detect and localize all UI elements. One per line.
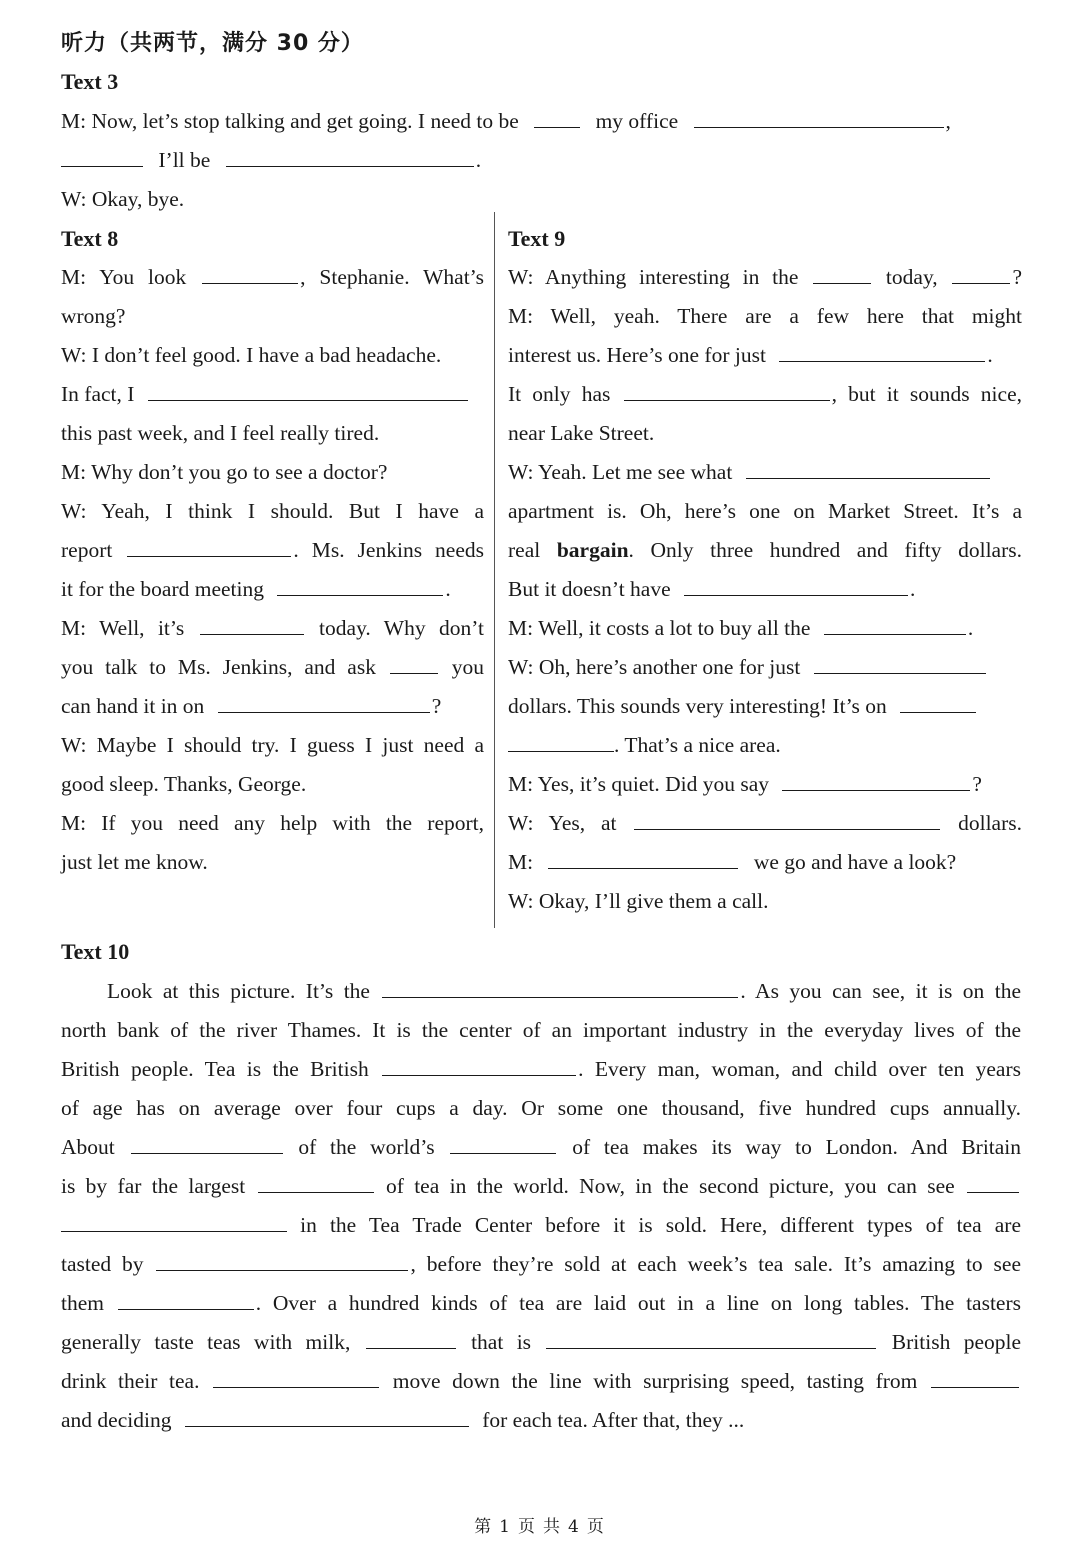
- text-segment: , before they’re sold at each week’s tea sale. It’s amazing to see: [410, 1252, 1022, 1276]
- text-segment: . Only three hundred and fifty dollars.: [628, 538, 1023, 562]
- answer-blank[interactable]: [202, 263, 298, 284]
- text-segment: move down the line with surprising speed, tasting from: [392, 1369, 918, 1393]
- text9-line: [508, 375, 1022, 414]
- answer-blank[interactable]: [450, 1133, 556, 1154]
- text-segment: W: Yeah. Let me see what: [508, 460, 733, 484]
- answer-blank[interactable]: [931, 1367, 1019, 1388]
- answer-blank[interactable]: [548, 848, 738, 869]
- text-segment: . That’s a nice area.: [614, 733, 781, 757]
- text-segment: M: You look: [61, 265, 187, 289]
- footer-text: 页: [518, 1517, 537, 1537]
- text8-line: M: If you need any help with the report,: [61, 811, 484, 835]
- answer-blank[interactable]: [508, 731, 614, 752]
- text-segment: interest us. Here’s one for just: [508, 343, 766, 367]
- text9-line: [508, 570, 1022, 609]
- answer-blank[interactable]: [684, 575, 908, 596]
- text10-title: Text 10: [61, 939, 130, 964]
- answer-blank[interactable]: [534, 107, 580, 128]
- text8-line: [61, 609, 484, 648]
- answer-blank[interactable]: [277, 575, 443, 596]
- text9-title: Text 9: [508, 226, 566, 251]
- text10-line: [61, 1323, 1021, 1362]
- footer-text: 第: [474, 1517, 494, 1537]
- text9-line: [508, 765, 1022, 804]
- text-segment: it for the board meeting: [61, 577, 264, 601]
- text-segment: In fact, I: [61, 382, 135, 406]
- text3-title: Text 3: [61, 69, 119, 94]
- text9-line: [508, 804, 1022, 843]
- text-segment: today,: [885, 265, 938, 289]
- answer-blank[interactable]: [61, 146, 143, 167]
- text-segment: British people: [891, 1330, 1021, 1354]
- answer-blank[interactable]: [813, 263, 871, 284]
- answer-blank[interactable]: [390, 653, 438, 674]
- answer-blank[interactable]: [634, 809, 940, 830]
- answer-blank[interactable]: [213, 1367, 379, 1388]
- text-segment: M:: [508, 850, 534, 874]
- text9-line: W: Okay, I’ll give them a call.: [508, 889, 769, 913]
- text-segment: M: Well, it costs a lot to buy all the: [508, 616, 811, 640]
- answer-blank[interactable]: [779, 341, 985, 362]
- text-segment: M: Now, let’s stop talking and get going. I need to be: [61, 109, 519, 133]
- text-segment: W: Anything interesting in the: [508, 265, 799, 289]
- text-segment: dollars. This sounds very interesting! It’s on: [508, 694, 887, 718]
- text10-line: [61, 1206, 1021, 1245]
- answer-blank[interactable]: [624, 380, 830, 401]
- text-segment: my office: [595, 109, 679, 133]
- text9-line: [508, 453, 1022, 492]
- text8-line: M: Why don’t you go to see a doctor?: [61, 460, 388, 484]
- answer-blank[interactable]: [218, 692, 430, 713]
- text9-line: M: Well, yeah. There are a few here that might: [508, 304, 1022, 328]
- text9-line: near Lake Street.: [508, 421, 655, 445]
- text8-line: wrong?: [61, 304, 126, 328]
- text10-line: [61, 1284, 1021, 1323]
- text8-line: W: Yeah, I think I should. But I have a: [61, 499, 484, 523]
- text-segment: , Stephanie. What’s: [300, 265, 485, 289]
- text-segment: .: [987, 343, 993, 367]
- text-segment: . Ms. Jenkins needs: [293, 538, 485, 562]
- answer-blank[interactable]: [824, 614, 966, 635]
- text-segment: of tea in the world. Now, in the second picture, you can see: [385, 1174, 955, 1198]
- text10-line: [107, 972, 1021, 1011]
- text9-line: [508, 531, 1022, 570]
- answer-blank[interactable]: [185, 1406, 469, 1427]
- text-segment: W: Yes, at: [508, 811, 617, 835]
- answer-blank[interactable]: [258, 1172, 374, 1193]
- answer-blank[interactable]: [782, 770, 970, 791]
- text-segment: we go and have a look?: [753, 850, 957, 874]
- text8-line: W: Maybe I should try. I guess I just need a: [61, 733, 484, 757]
- text-segment: It only has: [508, 382, 611, 406]
- text8-line: W: I don’t feel good. I have a bad headache.: [61, 343, 442, 367]
- text10-line: [61, 1401, 1021, 1440]
- text-segment: today. Why don’t: [319, 616, 484, 640]
- answer-blank[interactable]: [200, 614, 304, 635]
- text-segment: is by far the largest: [61, 1174, 246, 1198]
- text8-line: this past week, and I feel really tired.: [61, 421, 380, 445]
- text3-line-3: W: Okay, bye.: [61, 187, 185, 211]
- text9-line: [508, 609, 1022, 648]
- text8-line: [61, 570, 484, 609]
- answer-blank[interactable]: [148, 380, 468, 401]
- text-segment: British people. Tea is the British: [61, 1057, 369, 1081]
- text-segment: generally taste teas with milk,: [61, 1330, 351, 1354]
- text-segment: in the Tea Trade Center before it is sold. Here, different types of tea are: [300, 1213, 1021, 1237]
- page-total: 4: [568, 1517, 581, 1537]
- text-segment: M: Yes, it’s quiet. Did you say: [508, 772, 770, 796]
- text-segment: drink their tea.: [61, 1369, 200, 1393]
- text-segment: I’ll be: [158, 148, 211, 172]
- text-segment: ?: [972, 772, 982, 796]
- footer-text: 共: [543, 1517, 562, 1537]
- text-segment: dollars.: [958, 811, 1022, 835]
- text-segment: and deciding: [61, 1408, 172, 1432]
- text-segment: ?: [1012, 265, 1022, 289]
- text10-line: of age has on average over four cups a day. Or some one thousand, five hundred cups annually.: [61, 1096, 1021, 1120]
- text9-line: apartment is. Oh, here’s one on Market Street. It’s a: [508, 499, 1022, 523]
- section-heading: 听力（共两节，满分 30 分）: [61, 31, 364, 56]
- text-segment: of the world’s: [298, 1135, 435, 1159]
- text-segment: of tea makes its way to London. And Britain: [572, 1135, 1022, 1159]
- answer-blank[interactable]: [131, 1133, 283, 1154]
- text-segment: for each tea. After that, they ...: [482, 1408, 745, 1432]
- text-segment: . Every man, woman, and child over ten years: [578, 1057, 1021, 1081]
- footer-text: 页: [586, 1517, 606, 1537]
- answer-blank[interactable]: [746, 458, 990, 479]
- text-segment: , but it sounds nice,: [831, 382, 1022, 406]
- answer-blank[interactable]: [967, 1172, 1019, 1193]
- text-segment: About: [61, 1135, 115, 1159]
- text-segment: But it doesn’t have: [508, 577, 671, 601]
- text-segment: tasted by: [61, 1252, 144, 1276]
- answer-blank[interactable]: [814, 653, 986, 674]
- answer-blank[interactable]: [694, 107, 944, 128]
- text-segment: report: [61, 538, 113, 562]
- text-segment: .: [910, 577, 916, 601]
- text-segment: can hand it in on: [61, 694, 205, 718]
- text10-line: north bank of the river Thames. It is the center of an important industry in the everyday lives of the: [61, 1018, 1021, 1042]
- text10-line: [61, 1050, 1021, 1089]
- text-segment: ,: [945, 109, 951, 133]
- text-segment: you: [451, 655, 485, 679]
- text9-line: [508, 843, 1022, 882]
- text-segment: .: [445, 577, 451, 601]
- text-segment: . As you can see, it is on the: [740, 979, 1021, 1003]
- text9-line: [508, 648, 1022, 687]
- answer-blank[interactable]: [952, 263, 1010, 284]
- answer-blank[interactable]: [118, 1289, 254, 1310]
- text3-line-1: [61, 102, 1021, 141]
- text-segment: .: [967, 616, 974, 640]
- text8-line: good sleep. Thanks, George.: [61, 772, 307, 796]
- text8-title: Text 8: [61, 226, 119, 251]
- answer-blank[interactable]: [546, 1328, 876, 1349]
- answer-blank[interactable]: [366, 1328, 456, 1349]
- text10-line: [61, 1362, 1021, 1401]
- answer-blank[interactable]: [900, 692, 976, 713]
- text8-line: [61, 687, 484, 726]
- text-segment: W: Oh, here’s another one for just: [508, 655, 801, 679]
- text8-line: just let me know.: [61, 850, 208, 874]
- text-segment: M: Well, it’s: [61, 616, 185, 640]
- text-segment: that is: [471, 1330, 532, 1354]
- text10-line: [61, 1128, 1021, 1167]
- text-segment: . Over a hundred kinds of tea are laid out in a line on long tables. The tasters: [255, 1291, 1021, 1315]
- text-segment: Look at this picture. It’s the: [107, 979, 370, 1003]
- column-divider: [494, 212, 495, 928]
- text10-line: [61, 1245, 1021, 1284]
- answer-blank[interactable]: [156, 1250, 408, 1271]
- text9-line: [508, 687, 1022, 726]
- text3-line-2: [61, 141, 1021, 180]
- text-segment: .: [475, 148, 482, 172]
- text-segment: real: [508, 538, 541, 562]
- text10-line: [61, 1167, 1021, 1206]
- text-segment: ?: [431, 694, 442, 718]
- text8-line: [61, 258, 484, 297]
- page-footer: [0, 1512, 1080, 1537]
- page-number: 1: [499, 1517, 512, 1537]
- answer-blank[interactable]: [127, 536, 291, 557]
- text-segment: you talk to Ms. Jenkins, and ask: [61, 655, 376, 679]
- text8-line: [61, 375, 484, 414]
- text9-line: [508, 258, 1022, 297]
- text9-line: [508, 336, 1022, 375]
- text8-line: [61, 648, 484, 687]
- answer-blank[interactable]: [382, 977, 738, 998]
- text-segment: them: [61, 1291, 104, 1315]
- text9-line: [508, 726, 1022, 765]
- answer-blank[interactable]: [382, 1055, 576, 1076]
- answer-blank[interactable]: [226, 146, 474, 167]
- text8-line: [61, 531, 484, 570]
- bold-word: bargain: [556, 538, 629, 562]
- answer-blank[interactable]: [61, 1211, 287, 1232]
